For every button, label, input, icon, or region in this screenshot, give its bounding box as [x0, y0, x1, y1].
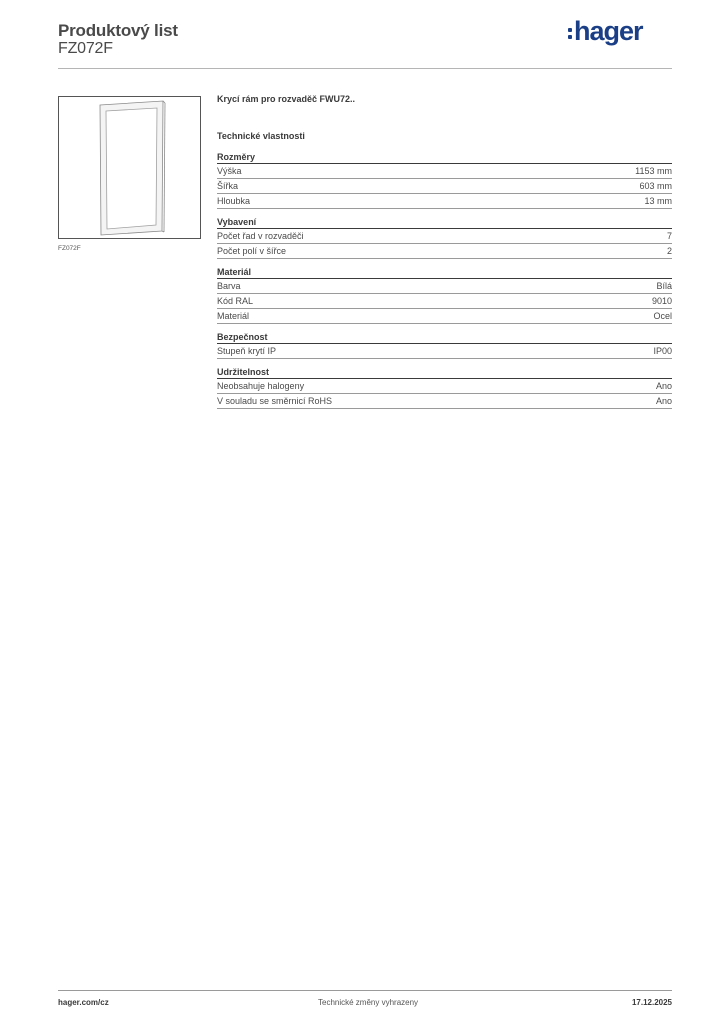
table-row [217, 309, 672, 324]
row-label: Výška [217, 166, 242, 176]
row-value: Bílá [656, 281, 672, 291]
technical-properties-heading: Technické vlastnosti [217, 131, 305, 141]
table-row [217, 194, 672, 209]
row-value: 13 mm [644, 196, 672, 206]
section-title: Udržitelnost [217, 365, 672, 379]
row-value: 9010 [651, 296, 672, 306]
row-label: Hloubka [217, 196, 251, 206]
row-value: Ocel [653, 311, 672, 321]
footer-disclaimer: Technické změny vyhrazeny [318, 998, 419, 1007]
row-label: Šířka [217, 181, 239, 191]
row-value: 1153 mm [635, 166, 672, 176]
section-title: Bezpečnost [217, 330, 672, 344]
spec-content [217, 92, 672, 409]
footer-website-link[interactable]: hager.com/cz [58, 998, 109, 1007]
row-value: 7 [666, 231, 672, 241]
section-safety [217, 330, 672, 359]
section-title: Rozměry [217, 150, 672, 164]
row-label: Neobsahuje halogeny [217, 381, 305, 391]
table-row [217, 379, 672, 394]
row-value: 2 [666, 246, 672, 256]
header-divider [58, 68, 672, 69]
row-value: Ano [655, 381, 672, 391]
section-title: Materiál [217, 265, 672, 279]
section-dimensions [217, 150, 672, 209]
row-label: Počet polí v šířce [217, 246, 287, 256]
page-title: Produktový list [58, 21, 178, 40]
row-label: Barva [217, 281, 241, 291]
hager-logo[interactable] [568, 16, 643, 46]
table-row [217, 179, 672, 194]
table-row [217, 164, 672, 179]
row-label: Kód RAL [217, 296, 254, 306]
logo-dots-icon [568, 28, 572, 39]
row-label: Stupeň krytí IP [217, 346, 277, 356]
row-label: V souladu se směrnicí RoHS [217, 396, 333, 406]
frame-icon [59, 97, 200, 238]
footer-date: 17.12.2025 [631, 998, 672, 1007]
image-caption: FZ072F [58, 245, 81, 252]
row-value: IP00 [653, 346, 672, 356]
table-row [217, 229, 672, 244]
product-image [58, 96, 201, 239]
table-row [217, 394, 672, 409]
row-value: Ano [655, 396, 672, 406]
row-value: 603 mm [639, 181, 672, 191]
section-title: Vybavení [217, 215, 672, 229]
table-row [217, 344, 672, 359]
section-material [217, 265, 672, 324]
product-code: FZ072F [58, 40, 113, 57]
row-label: Materiál [217, 311, 250, 321]
table-row [217, 279, 672, 294]
row-label: Počet řad v rozvaděči [217, 231, 304, 241]
section-equipment [217, 215, 672, 259]
table-row [217, 244, 672, 259]
product-description: Krycí rám pro rozvaděč FWU72.. [217, 94, 356, 104]
logo-text: hager [574, 15, 643, 46]
table-row [217, 294, 672, 309]
footer-divider [58, 990, 672, 991]
section-sustainability [217, 365, 672, 409]
